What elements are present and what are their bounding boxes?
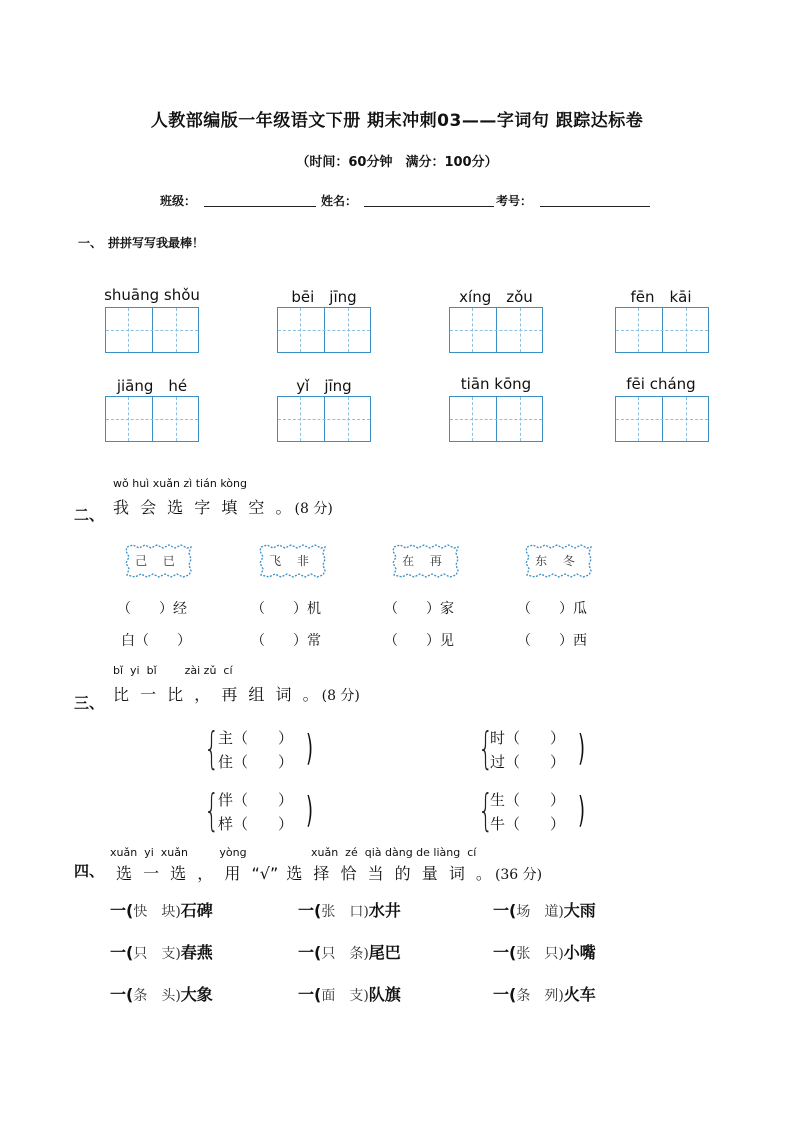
name-field[interactable] [364,192,494,207]
brace: { [204,785,220,836]
close-paren: ) [578,728,586,769]
close-paren: ) [578,790,586,831]
word-pair[interactable] [218,726,293,774]
pair-item[interactable]: 样（ ） [218,815,294,833]
measure-word-item[interactable]: 一(只 支)春燕 [110,943,213,962]
word-options-badge [523,543,593,579]
choice-options[interactable]: 只 支 [133,946,176,962]
writing-grid[interactable] [449,396,543,442]
word-pair[interactable] [218,788,293,836]
word-pair[interactable] [490,788,565,836]
fill-blank[interactable]: （ ）常 [251,633,321,649]
choice-options[interactable]: 场 道 [516,904,559,920]
choice-options[interactable]: 张 只 [516,946,559,962]
option-text: 己 已 [135,554,181,568]
choice-options[interactable]: 面 支 [321,988,364,1004]
pair-item[interactable]: 生（ ） [490,791,566,809]
fill-blank[interactable]: 白（ ） [121,633,191,649]
section4-number: 四、 [74,862,105,880]
writing-grid[interactable] [449,307,543,353]
writing-grid[interactable] [615,396,709,442]
pinyin-label: fēi cháng [626,375,696,393]
section4-text-b: 选 择 恰 当 的 量 词 。 [286,864,495,883]
pinyin-label: yǐ jīng [296,377,352,395]
section3-text: 比 一 比 ， 再 组 词 。 [113,685,322,704]
fill-blank[interactable]: （ ）见 [384,633,454,649]
option-text: 东 冬 [535,554,581,568]
writing-grid[interactable] [615,307,709,353]
word-pair[interactable] [490,726,565,774]
section4-pinyin-a: xuǎn yi xuǎn yòng [110,846,247,859]
fill-blank[interactable]: （ ）经 [117,601,187,617]
section4-text-a: 选 一 选 ， 用 [116,864,244,883]
pinyin-label: shuāng shǒu [104,286,200,304]
close-paren: ) [306,728,314,769]
brace: { [478,785,494,836]
section4-pinyin-b: xuǎn zé qià dàng de liàng cí [311,846,477,859]
noun: 春燕 [180,943,213,962]
word-options-badge [257,543,327,579]
pinyin-label: bēi jīng [291,288,357,306]
noun: 大象 [180,985,213,1004]
section4-heading [116,861,542,884]
class-field[interactable] [204,192,316,207]
exam-no-field[interactable] [540,192,650,207]
section2-score: (8 分) [294,501,333,517]
section2-heading [113,495,333,518]
fill-blank[interactable]: （ ）西 [517,633,587,649]
writing-grid[interactable] [105,307,199,353]
check-mark: “√” [251,864,279,883]
measure-word-item[interactable]: 一(张 口)水井 [298,901,401,920]
fill-blank[interactable]: （ ）家 [384,601,454,617]
section1-heading: 一、 拼拼写写我最棒！ [78,236,205,250]
pair-item[interactable]: 时（ ） [490,729,566,747]
exam-no-label: 考号： [496,194,533,208]
pinyin-label: tiān kōng [460,375,532,393]
fill-blank[interactable]: （ ）机 [251,601,321,617]
measure-word-item[interactable]: 一(条 头)大象 [110,985,213,1004]
noun: 尾巴 [368,943,401,962]
option-text: 在 再 [402,554,448,568]
section3-heading [113,682,360,705]
page-title: 人教部编版一年级语文下册 期末冲刺03——字词句 跟踪达标卷 [150,111,644,131]
pair-item[interactable]: 牛（ ） [490,815,566,833]
noun: 水井 [368,901,401,920]
measure-word-item[interactable]: 一(只 条)尾巴 [298,943,401,962]
noun: 石碑 [180,901,213,920]
pair-item[interactable]: 主（ ） [218,729,294,747]
choice-options[interactable]: 快 块 [133,904,176,920]
section3-pinyin: bǐ yi bǐ zài zǔ cí [113,664,233,677]
measure-word-item[interactable]: 一(面 支)队旗 [298,985,401,1004]
pinyin-label: fēn kāi [630,288,692,306]
choice-options[interactable]: 条 头 [133,988,176,1004]
measure-word-item[interactable]: 一(张 只)小嘴 [493,943,596,962]
pair-item[interactable]: 住（ ） [218,753,294,771]
word-options-badge [123,543,193,579]
word-options-badge [390,543,460,579]
section3-score: (8 分) [321,688,360,704]
measure-word-item[interactable]: 一(条 列)火车 [493,985,596,1004]
measure-word-item[interactable]: 一(场 道)大雨 [493,901,596,920]
pair-item[interactable]: 伴（ ） [218,791,294,809]
noun: 队旗 [368,985,401,1004]
option-text: 飞 非 [269,554,315,568]
pinyin-label: jiāng hé [116,377,188,395]
writing-grid[interactable] [277,396,371,442]
noun: 小嘴 [563,943,596,962]
brace: { [204,723,220,774]
name-label: 姓名： [321,194,358,208]
section4-score: (36 分) [494,867,543,883]
section2-pinyin: wǒ huì xuǎn zì tián kòng [113,477,247,490]
page-subtitle: （时间：60分钟 满分：100分） [296,155,498,170]
measure-word-item[interactable]: 一(快 块)石碑 [110,901,213,920]
close-paren: ) [306,790,314,831]
fill-blank[interactable]: （ ）瓜 [517,601,587,617]
writing-grid[interactable] [105,396,199,442]
choice-options[interactable]: 条 列 [516,988,559,1004]
section2-number: 二、 [74,506,105,524]
noun: 火车 [563,985,596,1004]
choice-options[interactable]: 只 条 [321,946,364,962]
class-label: 班级： [160,194,197,208]
brace: { [478,723,494,774]
pinyin-label: xíng zǒu [459,288,533,306]
choice-options[interactable]: 张 口 [321,904,364,920]
noun: 大雨 [563,901,596,920]
pair-item[interactable]: 过（ ） [490,753,566,771]
section2-text: 我 会 选 字 填 空 。 [113,498,295,517]
section3-number: 三、 [74,694,105,712]
writing-grid[interactable] [277,307,371,353]
